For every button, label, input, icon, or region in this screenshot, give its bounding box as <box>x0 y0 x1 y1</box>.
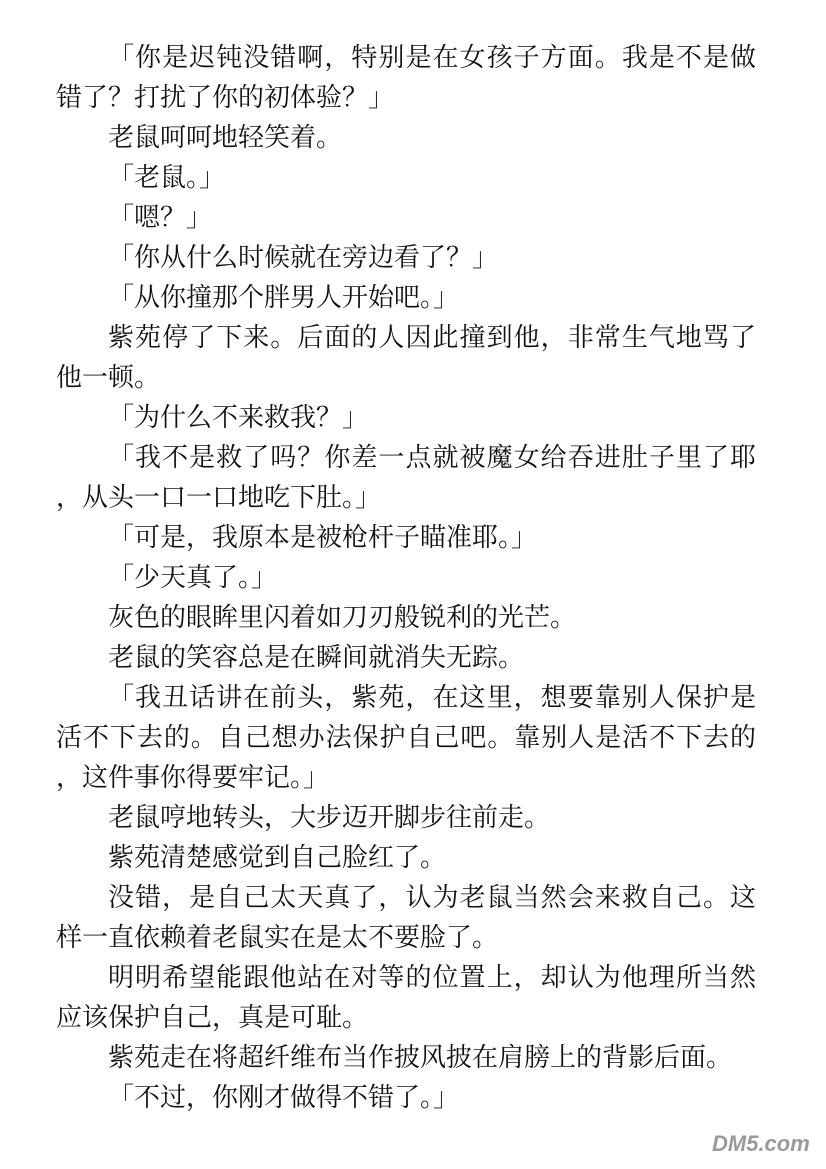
paragraph-16: 紫苑清楚感觉到自己脸红了。 <box>108 843 447 873</box>
paragraph-17: 没错，是自己太天真了，认为老鼠当然会来救自己。这样一直依赖着老鼠实在是太不要脸了。 <box>56 883 756 953</box>
paragraph-8: 「为什么不来救我？」 <box>108 403 369 433</box>
document-page <box>56 38 756 1118</box>
paragraph-6: 「从你撞那个胖男人开始吧。」 <box>108 283 460 313</box>
paragraph-14: 「我丑话讲在前头，紫苑，在这里，想要靠别人保护是活不下去的。自己想办法保护自己吧。靠别人是活不下去的，这件事你得要牢记。」 <box>56 683 756 793</box>
paragraph-2: 老鼠呵呵地轻笑着。 <box>108 123 343 153</box>
paragraph-15: 老鼠哼地转头，大步迈开脚步往前走。 <box>108 803 551 833</box>
paragraph-13: 老鼠的笑容总是在瞬间就消失无踪。 <box>108 643 525 673</box>
paragraph-20: 「不过，你刚才做得不错了。」 <box>108 1083 460 1113</box>
paragraph-19: 紫苑走在将超纤维布当作披风披在肩膀上的背影后面。 <box>108 1043 733 1073</box>
paragraph-7: 紫苑停了下来。后面的人因此撞到他，非常生气地骂了他一顿。 <box>56 323 756 393</box>
paragraph-18: 明明希望能跟他站在对等的位置上，却认为他理所当然应该保护自己，真是可耻。 <box>56 963 756 1033</box>
paragraph-1: 「你是迟钝没错啊，特别是在女孩子方面。我是不是做错了？打扰了你的初体验？」 <box>56 43 756 113</box>
site-watermark <box>710 1127 810 1157</box>
svg-text:DM5.com: DM5.com <box>712 1131 810 1156</box>
paragraph-4: 「嗯？」 <box>108 203 213 233</box>
paragraph-12: 灰色的眼眸里闪着如刀刃般锐利的光芒。 <box>108 603 577 633</box>
paragraph-11: 「少天真了。」 <box>108 563 278 593</box>
paragraph-9: 「我不是救了吗？你差一点就被魔女给吞进肚子里了耶，从头一口一口地吃下肚。」 <box>56 443 756 513</box>
paragraph-3: 「老鼠。」 <box>108 163 226 193</box>
paragraph-5: 「你从什么时候就在旁边看了？」 <box>108 243 499 273</box>
watermark-logo-icon <box>710 1127 810 1157</box>
paragraph-10: 「可是，我原本是被枪杆子瞄准耶。」 <box>108 523 538 553</box>
